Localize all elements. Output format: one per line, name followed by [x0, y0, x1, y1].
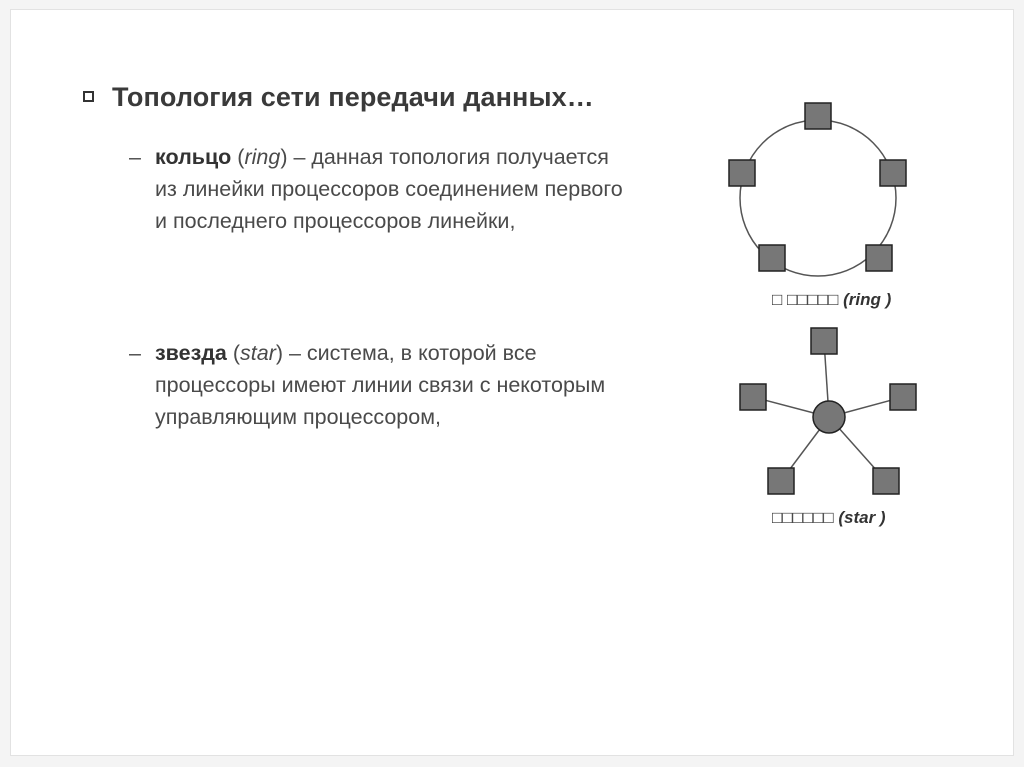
ring-node	[759, 245, 785, 271]
term: кольцо	[155, 145, 232, 169]
caption-en: (star )	[838, 508, 886, 527]
open-paren: (	[231, 145, 245, 169]
caption-en: (ring )	[843, 290, 892, 309]
ring-node	[866, 245, 892, 271]
star-node	[740, 384, 766, 410]
star-node	[811, 328, 837, 354]
star-node	[768, 468, 794, 494]
caption-prefix: □ □□□□□	[772, 290, 839, 309]
heading-text: Топология сети передачи данных…	[112, 82, 594, 112]
term-en: star	[240, 341, 276, 365]
star-hub	[813, 401, 845, 433]
item-text: ) – система, в которой все процессоры имеют линии связи с некоторым управляющим процессором,	[155, 341, 606, 429]
item-text: ) – данная топология получается из линейки процессоров соединением первого и последнего процессоров линейки,	[155, 145, 623, 233]
star-caption	[772, 508, 886, 528]
ring-node	[729, 160, 755, 186]
star-node	[873, 468, 899, 494]
dash-bullet: –	[129, 145, 141, 169]
open-paren: (	[226, 341, 241, 365]
ring-node	[805, 103, 831, 129]
star-diagram	[740, 328, 916, 494]
ring-diagram	[729, 103, 906, 276]
term: звезда	[155, 341, 227, 365]
ring-caption	[772, 290, 891, 310]
star-node	[890, 384, 916, 410]
term-en: ring	[244, 145, 281, 169]
caption-prefix: □□□□□□	[772, 508, 834, 527]
ring-node	[880, 160, 906, 186]
dash-bullet: –	[129, 341, 141, 365]
